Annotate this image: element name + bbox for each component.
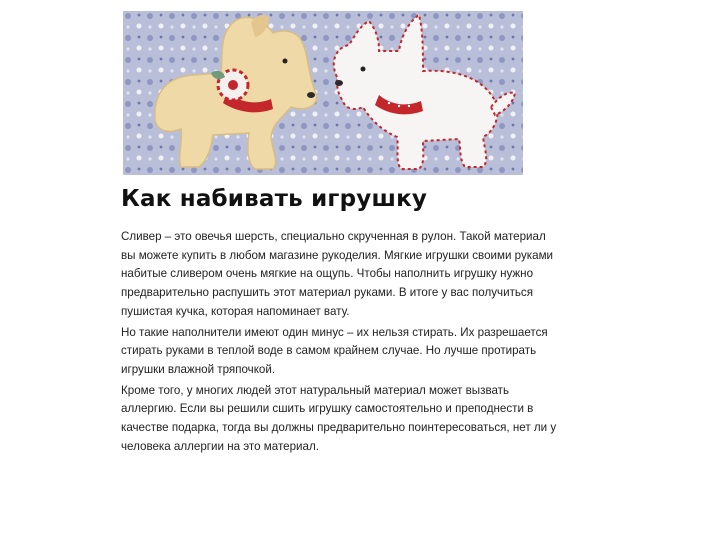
article-title: Как набивать игрушку xyxy=(121,186,428,212)
paragraph: Сливер – это овечья шерсть, специально скрученная в рулон. Такой материал вы можете купить в любом магазине рукоделия. Мягкие игрушки своими руками набитые сливером очень мягкие на ощупь. Чтобы наполнить игрушку нужно предварительно распушить этот материал руками. В итоге у вас получиться пушистая кучка, которая напоминает вату. xyxy=(121,230,554,318)
felt-toys-photo xyxy=(123,11,523,175)
article-body xyxy=(121,228,561,458)
paragraph: Кроме того, у многих людей этот натуральный материал может вызвать аллергию. Если вы решили сшить игрушку самостоятельно и преподнести в качестве подарка, тогда вы должны предварительно поинтересоваться, нет ли у человека аллергии на это материал. xyxy=(121,383,557,453)
paragraph: Но такие наполнители имеют один минус – их нельзя стирать. Их разрешается стирать руками в теплой воде в самом крайнем случае. Но лучше протирать игрушки влажной тряпочкой. xyxy=(121,325,548,376)
